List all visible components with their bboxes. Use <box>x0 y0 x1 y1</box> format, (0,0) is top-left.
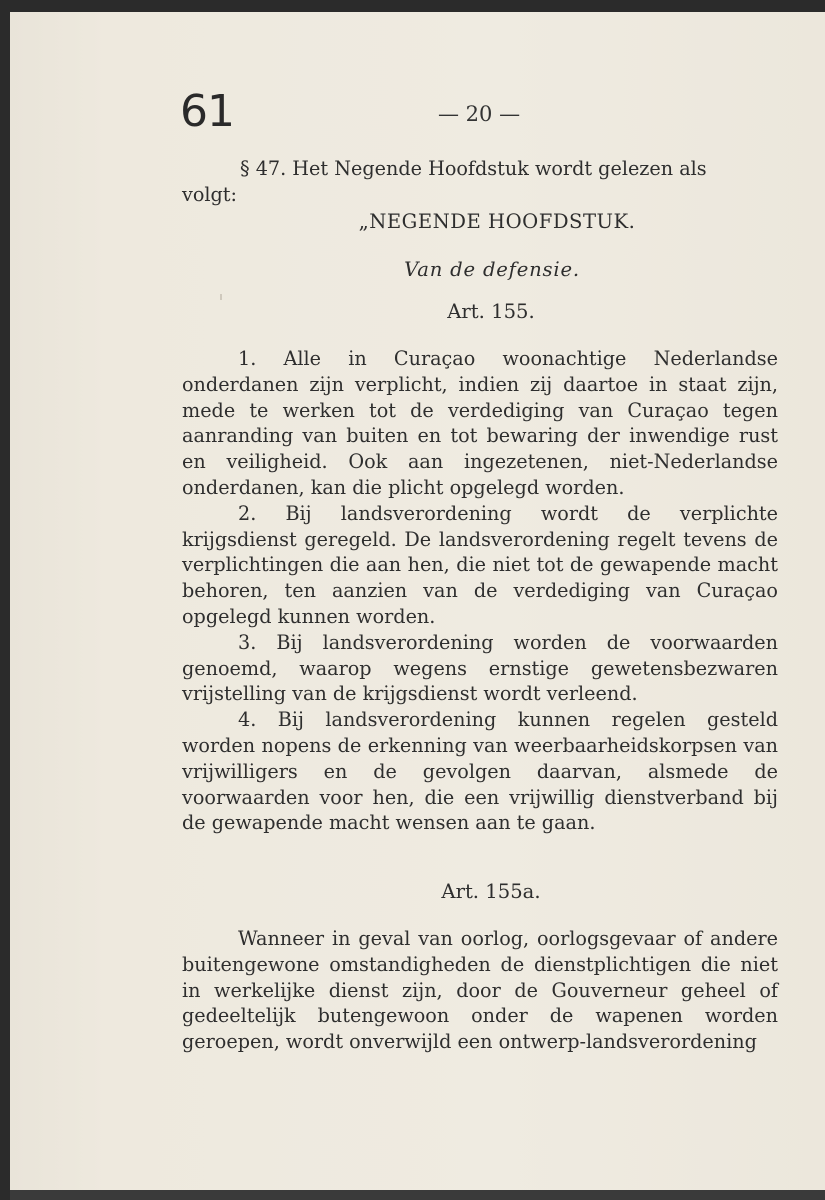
chapter-subtitle: Van de defensie. <box>404 258 580 281</box>
intro-paragraph <box>182 156 778 208</box>
article-155-paragraph-1: 1. Alle in Curaçao woonachtige Nederlandse onderdanen zijn verplicht, indien zij daartoe in staat zijn, mede te werken tot de verdediging van Curaçao tegen aanranding van buiten en tot bewaring der inwendige rust en veiligheid. Ook aan ingezetenen, niet-Nederlandse onderdanen, kan die plicht opgelegd worden. <box>182 347 778 499</box>
article-155-paragraph-4: 4. Bij landsverordening kunnen regelen gesteld worden nopens de erkenning van weerbaarheidskorpsen van vrijwilligers en de gevolgen daarvan, alsmede de voorwaarden voor hen, die een vrijwillig dienstverband bij de gewapende macht wensen aan te gaan. <box>182 708 778 835</box>
folio-number: 61 <box>180 86 234 137</box>
document-page <box>10 12 825 1190</box>
chapter-title: „NEGENDE HOOFDSTUK. <box>358 210 636 233</box>
article-155-paragraph-2: 2. Bij landsverordening wordt de verplichte krijgsdienst geregeld. De landsverordening regelt tevens de verplichtingen die aan hen, die niet tot de gewapende macht behoren, ten aanzien van de verdediging van Curaçao opgelegd kunnen worden. <box>182 501 778 628</box>
article-155-heading: Art. 155. <box>447 300 535 323</box>
page-number-header: — 20 — <box>438 102 521 126</box>
article-155-body <box>182 346 778 836</box>
intro-line-2: volgt: <box>182 182 237 206</box>
article-155a-body <box>182 926 778 1055</box>
scan-bottom-edge <box>10 1190 825 1200</box>
article-155a-paragraph: Wanneer in geval van oorlog, oorlogsgevaar of andere buitengewone omstandigheden de dienstplichtigen die niet in werkelijke dienst zijn, door de Gouverneur geheel of gedeeltelijk butengewoon onder de wapenen worden geroepen, wordt onverwijld een ontwerp-landsverordening <box>182 927 778 1054</box>
intro-line-1: § 47. Het Negende Hoofdstuk wordt gelezen als <box>240 157 707 180</box>
article-155a-heading: Art. 155a. <box>441 880 541 903</box>
article-155-paragraph-3: 3. Bij landsverordening worden de voorwaarden genoemd, waarop wegens ernstige gewetensbezwaren vrijstelling van de krijgsdienst wordt verleend. <box>182 630 778 706</box>
